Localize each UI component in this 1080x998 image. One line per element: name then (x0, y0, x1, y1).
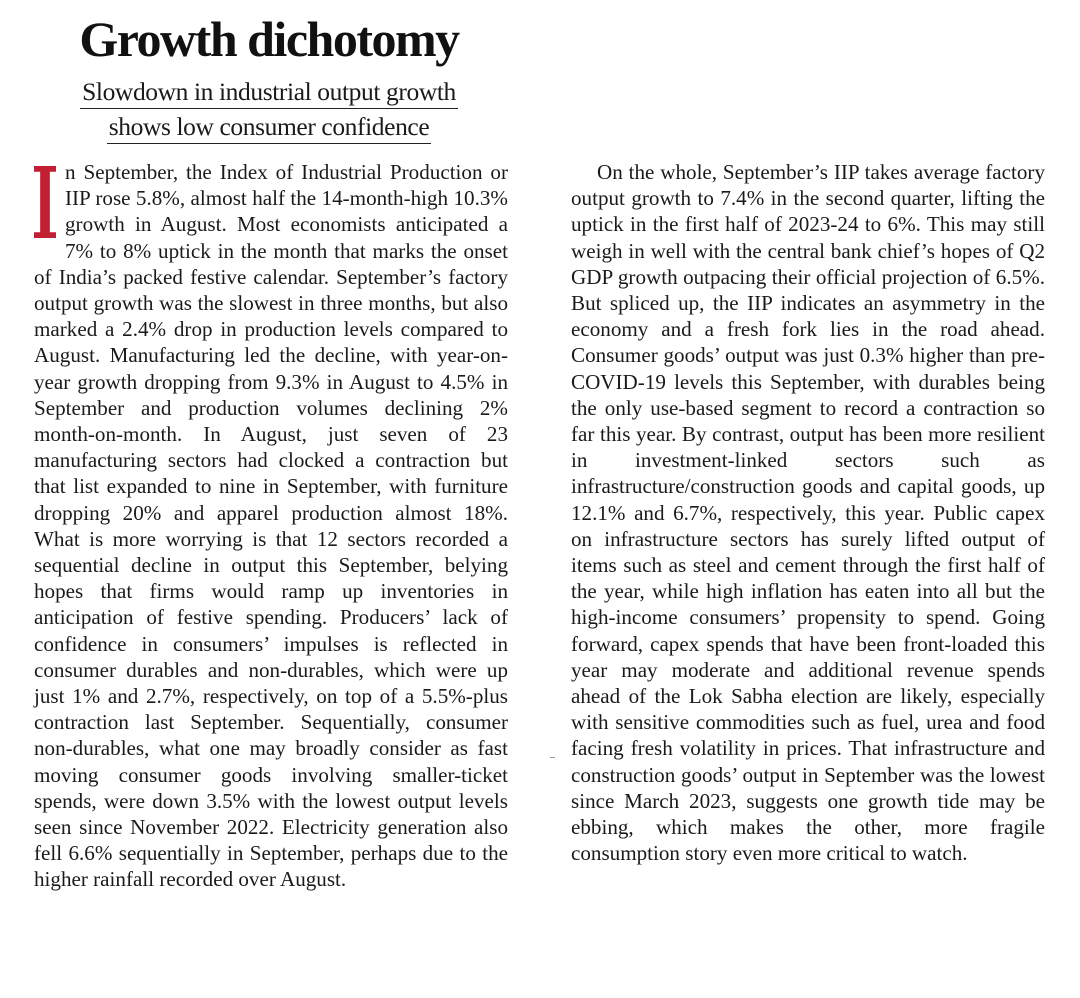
deck-line-2: shows low consumer confidence (107, 110, 432, 144)
headline: Growth dichotomy (79, 11, 459, 67)
deck-line-1: Slowdown in industrial output growth (80, 75, 458, 109)
article-column-left (34, 159, 508, 893)
article-column-right (571, 159, 1045, 866)
dropcap (34, 166, 56, 238)
column-left-text: n September, the Index of Industrial Production or IIP rose 5.8%, almost half the 14-month-high 10.3% growth in August. Most economists anticipated a 7% to 8% uptick in the month that marks the onset of India’s packed festive calendar. September’s factory output growth was the slowest in three months, but also marked a 2.4% drop in production levels compared to August. Manufacturing led the decline, with year-on-year growth dropping from 9.3% in August to 4.5% in September and production volumes declining 2% month-on-month. In August, just seven of 23 manufacturing sectors had clocked a contraction but that list expanded to nine in September, with furniture dropping 20% and apparel production almost 18%. What is more worrying is that 12 sectors recorded a sequential decline in output this September, belying hopes that firms would ramp up inventories in anticipation of festive spending. Producers’ lack of confidence in consumers’ impulses is reflected in consumer durables and non-durables, which were up just 1% and 2.7%, respectively, on top of a 5.5%-plus contraction last September. Sequentially, consumer non-durables, what one may broadly consider as fast moving consumer goods involving smaller-ticket spends, were down 3.5% with the lowest output levels seen since November 2022. Electricity generation also fell 6.6% sequentially in September, perhaps due to the higher rainfall recorded over August. (34, 160, 508, 892)
dropcap-letter (34, 166, 35, 167)
column-right-text: On the whole, September’s IIP takes average factory output growth to 7.4% in the second quarter, lifting the uptick in the first half of 2023-24 to 6%. This may still weigh in well with the central bank chief’s hopes of Q2 GDP growth outpacing their official projection of 6.5%. But spliced up, the IIP indicates an asymmetry in the economy and a fresh fork lies in the road ahead. Consumer goods’ output was just 0.3% higher than pre-COVID-19 levels this September, with durables being the only use-based segment to record a contraction so far this year. By contrast, output has been more resilient in investment-linked sectors such as infrastructure/construction goods and capital goods, up 12.1% and 6.7%, respectively, this year. Public capex on infrastructure sectors has surely lifted output of items such as steel and cement through the first half of the year, while high inflation has eaten into all but the high-income consumers’ propensity to spend. Going forward, capex spends that have been front-loaded this year may moderate and additional revenue spends ahead of the Lok Sabha election are likely, especially with sensitive commodities such as fuel, urea and food facing fresh volatility in prices. That infrastructure and construction goods’ output in September was the lowest since March 2023, suggests one growth tide may be ebbing, which makes the other, more fragile consumption story even more critical to watch. (571, 160, 1045, 866)
deck (34, 74, 504, 144)
column-gutter-mark (550, 757, 555, 758)
